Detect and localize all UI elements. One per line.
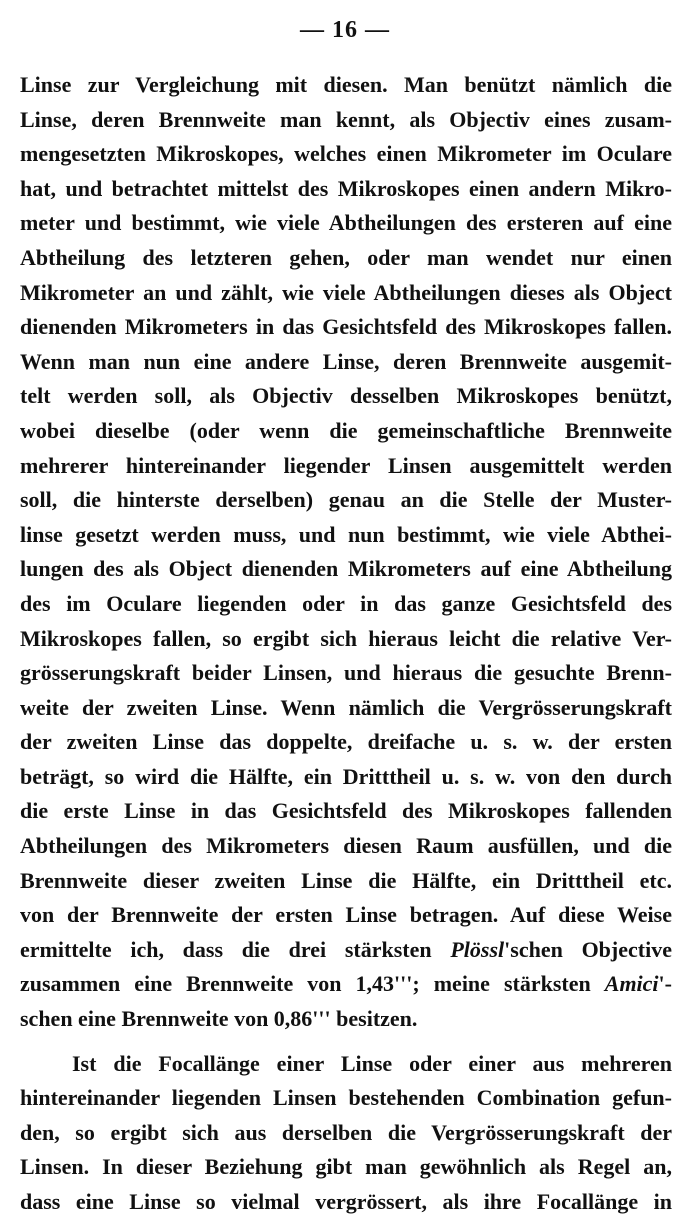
text-line: telt werden soll, als Objectiv desselben Mikroskopes benützt,	[20, 383, 672, 409]
text-segment: zusammen eine Brennweite von 1,43'''; meine stärksten	[20, 971, 605, 997]
text-line: meter und bestimmt, wie viele Abtheilungen des ersteren auf eine	[20, 210, 672, 236]
text-line: Wenn man nun eine andere Linse, deren Brennweite ausgemit-	[20, 348, 672, 374]
body-text	[20, 68, 672, 1220]
text-line: wobei dieselbe (oder wenn die gemeinschaftliche Brennweite	[20, 417, 672, 443]
text-line	[20, 933, 672, 968]
text-segment: '-	[658, 971, 672, 997]
person-name-plossl: Plössl	[450, 936, 505, 962]
text-line: Abtheilung des letzteren gehen, oder man wendet nur einen	[20, 244, 672, 270]
text-line: Mikrometer an und zählt, wie viele Abtheilungen dieses als Object	[20, 279, 672, 305]
text-line: Mikroskopes fallen, so ergibt sich hieraus leicht die relative Ver-	[20, 625, 672, 651]
text-line: mehrerer hintereinander liegender Linsen ausgemittelt werden	[20, 452, 672, 478]
page-number: — 16 —	[300, 17, 390, 43]
text-line: des im Oculare liegenden oder in das ganze Gesichtsfeld des	[20, 590, 672, 616]
text-line: linse gesetzt werden muss, und nun bestimmt, wie viele Abthei-	[20, 521, 672, 547]
text-segment: 'schen Objective	[504, 936, 672, 962]
paragraph-gap	[20, 1037, 672, 1047]
text-line: Linsen. In dieser Beziehung gibt man gewöhnlich als Regel an,	[20, 1154, 672, 1180]
text-line: lungen des als Object dienenden Mikrometers auf eine Abtheilung	[20, 556, 672, 582]
text-line: beträgt, so wird die Hälfte, ein Dritttheil u. s. w. von den durch	[20, 763, 672, 789]
text-line: Abtheilungen des Mikrometers diesen Raum ausfüllen, und die	[20, 833, 672, 859]
text-line: Brennweite dieser zweiten Linse die Hälfte, ein Dritttheil etc.	[20, 867, 672, 893]
paragraph-2	[20, 1047, 672, 1220]
text-line: soll, die hinterste derselben) genau an die Stelle der Muster-	[20, 487, 672, 513]
text-line: Ist die Focallänge einer Linse oder einer aus mehreren	[72, 1050, 672, 1076]
text-line: mengesetzten Mikroskopes, welches einen Mikrometer im Oculare	[20, 141, 672, 167]
person-name-amici: Amici	[604, 971, 659, 997]
text-line: dienenden Mikrometers in das Gesichtsfeld des Mikroskopes fallen.	[20, 314, 672, 340]
text-line	[20, 967, 672, 1002]
paragraph-1	[20, 68, 672, 1037]
text-line: Linse zur Vergleichung mit diesen. Man benützt nämlich die	[20, 72, 672, 97]
text-line: hat, und betrachtet mittelst des Mikroskopes einen andern Mikro-	[20, 175, 672, 201]
text-line: Linse, deren Brennweite man kennt, als Objectiv eines zusam-	[20, 106, 672, 132]
text-line: schen eine Brennweite von 0,86''' besitzen.	[20, 1006, 418, 1032]
text-line: grösserungskraft beider Linsen, und hieraus die gesuchte Brenn-	[20, 660, 672, 686]
text-line: hintereinander liegenden Linsen bestehenden Combination gefun-	[20, 1085, 672, 1111]
text-line: den, so ergibt sich aus derselben die Vergrösserungskraft der	[20, 1119, 672, 1145]
text-line: von der Brennweite der ersten Linse betragen. Auf diese Weise	[20, 902, 672, 928]
text-segment: ermittelte ich, dass die drei stärksten	[20, 936, 451, 962]
text-line: der zweiten Linse das doppelte, dreifache u. s. w. der ersten	[20, 729, 672, 755]
text-line: die erste Linse in das Gesichtsfeld des Mikroskopes fallenden	[20, 798, 672, 824]
text-line: weite der zweiten Linse. Wenn nämlich die Vergrösserungskraft	[20, 694, 672, 720]
text-line: dass eine Linse so vielmal vergrössert, als ihre Focallänge in	[20, 1189, 672, 1214]
